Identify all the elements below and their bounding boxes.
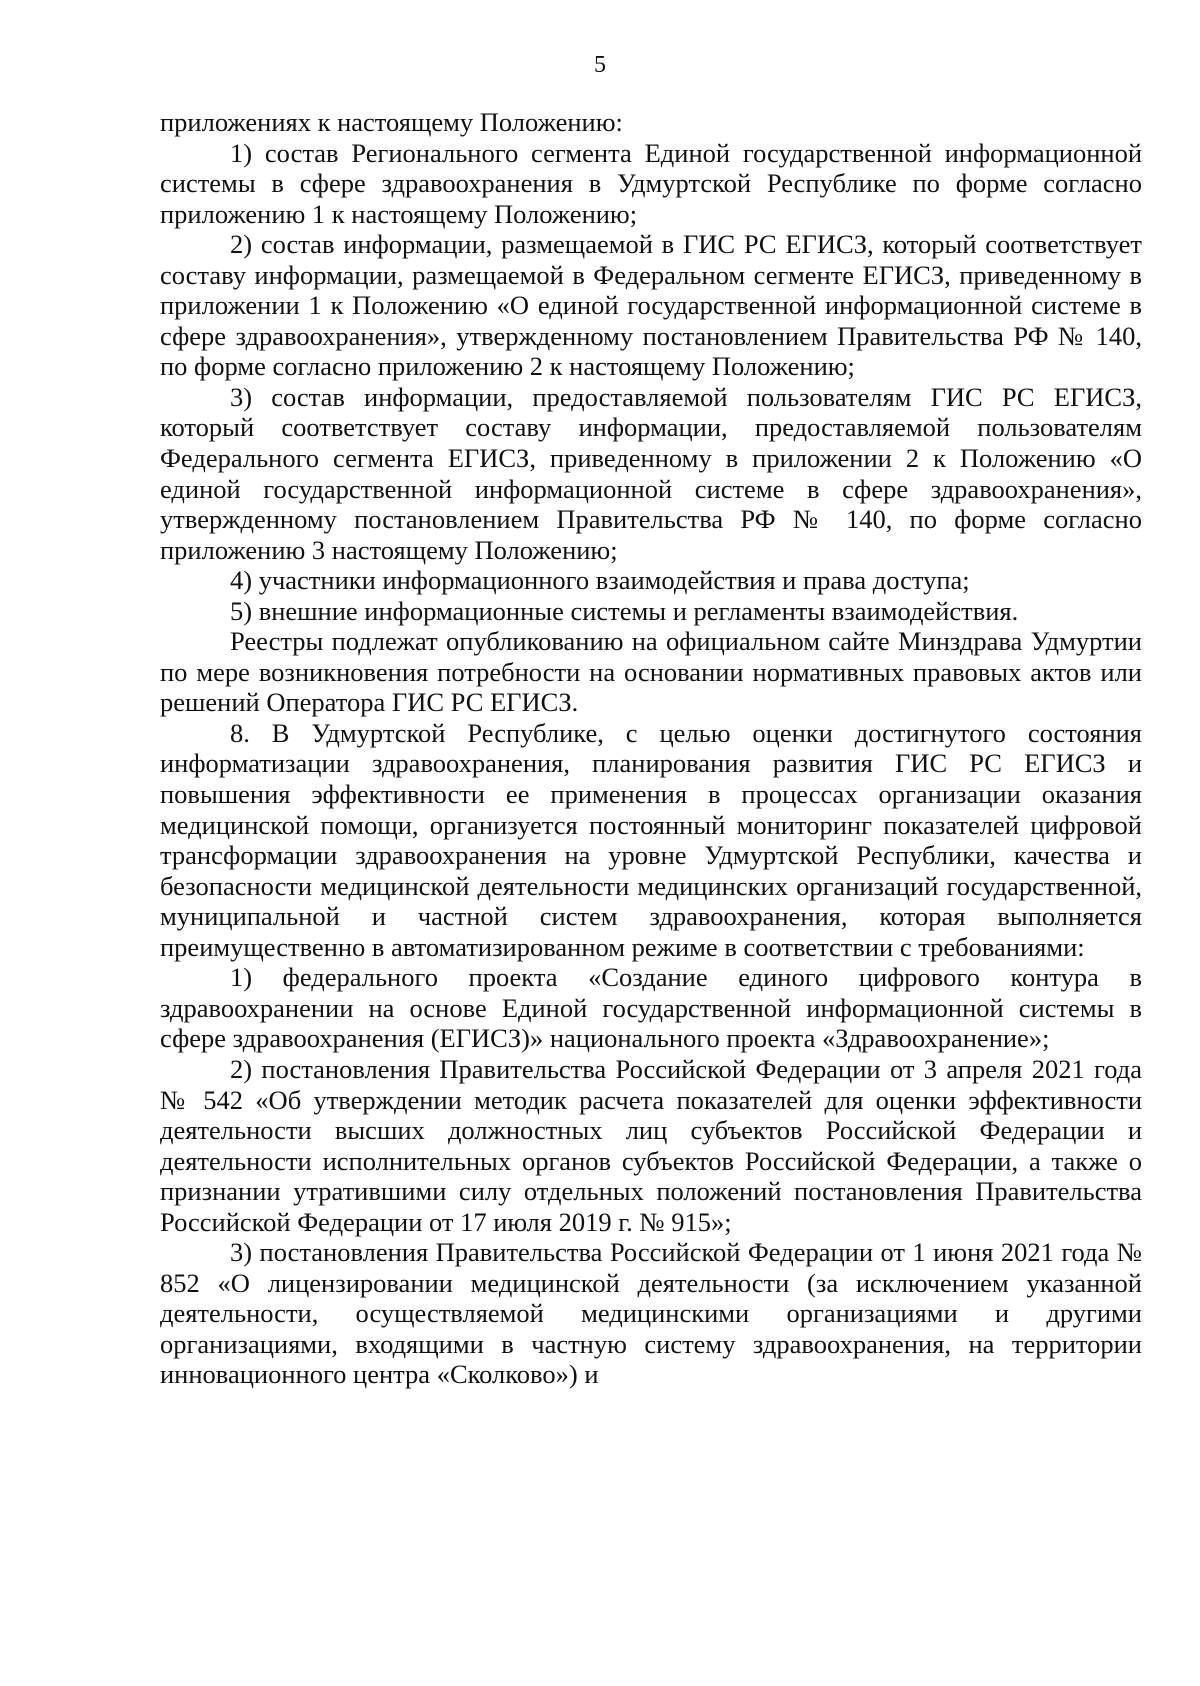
requirement-item-1: 1) федерального проекта «Создание единого цифрового контура в здравоохранении на основе Единой государственной информационной системы в сфере здравоохранения (ЕГИСЗ)» национального проекта «Здравоохранение»; <box>160 962 1142 1054</box>
requirement-item-3: 3) постановления Правительства Российской Федерации от 1 июня 2021 года № 852 «О лицензировании медицинской деятельности (за исключением указанной деятельности, осуществляемой медицинскими организациями и другими организациями, входящими в частную систему здравоохранения, на территории инновационного центра «Сколково») и <box>160 1237 1142 1390</box>
list-item-2: 2) состав информации, размещаемой в ГИС РС ЕГИСЗ, который соответствует составу информации, размещаемой в Федеральном сегменте ЕГИСЗ, приведенному в приложении 1 к Положению «О единой государственной информационной системе в сфере здравоохранения», утвержденному постановлением Правительства РФ № 140, по форме согласно приложению 2 к настоящему Положению; <box>160 229 1142 382</box>
registry-publication-paragraph: Реестры подлежат опубликованию на официальном сайте Минздрава Удмуртии по мере возникновения потребности на основании нормативных правовых актов или решений Оператора ГИС РС ЕГИСЗ. <box>160 626 1142 718</box>
page-number: 5 <box>594 52 606 78</box>
requirement-item-2: 2) постановления Правительства Российской Федерации от 3 апреля 2021 года № 542 «Об утверждении методик расчета показателей для оценки эффективности деятельности высших должностных лиц субъектов Российской Федерации и деятельности исполнительных органов субъектов Российской Федерации, а также о признании утратившими силу отдельных положений постановления Правительства Российской Федерации от 17 июля 2019 г. № 915»; <box>160 1053 1142 1237</box>
section-8-paragraph: 8. В Удмуртской Республике, с целью оценки достигнутого состояния информатизации здравоохранения, планирования развития ГИС РС ЕГИСЗ и повышения эффективности ее применения в процессах организации оказания медицинской помощи, организуется постоянный мониторинг показателей цифровой трансформации здравоохранения на уровне Удмуртской Республики, качества и безопасности медицинской деятельности медицинских организаций государственной, муниципальной и частной систем здравоохранения, которая выполняется преимущественно в автоматизированном режиме в соответствии с требованиями: <box>160 717 1142 962</box>
list-item-4: 4) участники информационного взаимодействия и права доступа; <box>230 565 970 596</box>
document-body <box>160 107 1142 1390</box>
paragraph-continuation: приложениях к настоящему Положению: <box>160 107 623 137</box>
list-item-5: 5) внешние информационные системы и регламенты взаимодействия. <box>230 595 1019 626</box>
list-item-3: 3) состав информации, предоставляемой пользователям ГИС РС ЕГИСЗ, который соответствует составу информации, предоставляемой пользователям Федерального сегмента ЕГИСЗ, приведенному в приложении 2 к Положению «О единой государственной информационной системе в сфере здравоохранения», утвержденному постановлением Правительства РФ № 140, по форме согласно приложению 3 настоящему Положению; <box>160 381 1142 565</box>
list-item-1: 1) состав Регионального сегмента Единой государственной информационной системы в сфере здравоохранения в Удмуртской Республике по форме согласно приложению 1 к настоящему Положению; <box>160 137 1142 229</box>
